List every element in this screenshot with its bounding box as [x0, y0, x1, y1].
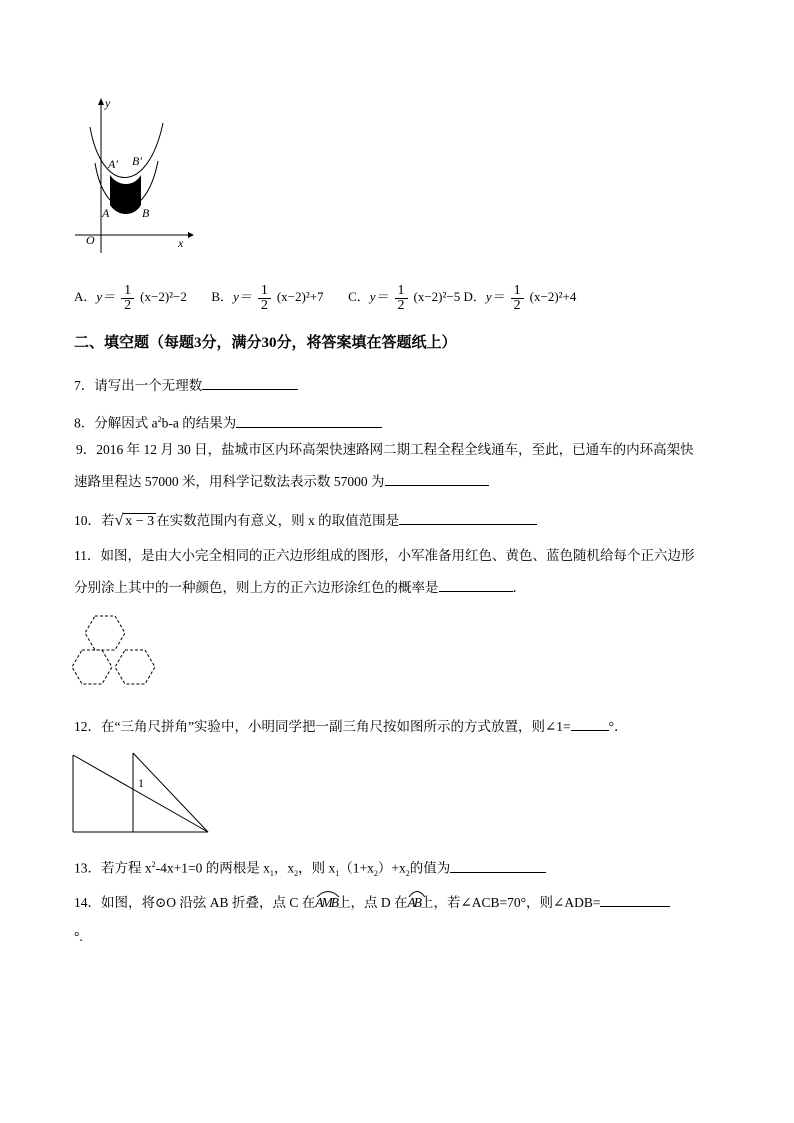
option-a-fraction [121, 284, 134, 313]
point-label-a: A [102, 206, 110, 220]
question-9-text: 速路里程达 57000 米，用科学记数法表示数 57000 为 [74, 474, 385, 489]
fraction-numerator: 1 [121, 284, 134, 299]
question-14-text-3: 上，若∠ACB=70°，则∠ADB= [419, 895, 601, 910]
option-d [463, 282, 577, 313]
sqrt-expression: √ x − 3 [114, 512, 155, 529]
point-label-b: B [142, 206, 150, 220]
section-2-title: 二、填空题（每题3分，满分30分，将答案填在答题纸上） [74, 335, 457, 351]
question-13-sub-1: 1 [269, 869, 274, 879]
answer-blank-13[interactable] [450, 859, 546, 873]
arc-ab [407, 894, 420, 912]
fraction-denominator: 2 [124, 297, 132, 313]
question-13-text-5: （1+x [339, 860, 374, 876]
option-b-y: y＝ [233, 289, 252, 304]
question-11-line-1: 11．如图，是由大小完全相同的正六边形组成的图形，小军准备用红色、黄色、蓝色随机给每个正六边形 [74, 548, 695, 563]
question-13-text-6: ）+x [377, 860, 406, 876]
question-13-sub-5: 2 [405, 869, 410, 879]
answer-blank-12[interactable] [571, 717, 609, 731]
answer-blank-11[interactable] [439, 578, 513, 592]
angle-label-1: 1 [138, 776, 144, 790]
question-13 [74, 856, 546, 883]
question-8 [74, 411, 382, 433]
origin-label: O [86, 233, 95, 247]
answer-blank-7[interactable] [202, 376, 298, 390]
question-10-text-post: 在实数范围内有意义，则 x 的取值范围是 [156, 513, 400, 528]
fraction-denominator: 2 [513, 297, 521, 313]
hexagon-bottom-left [72, 650, 112, 684]
arc-ab-label: AB [407, 895, 420, 910]
question-11-line-2 [74, 578, 526, 597]
point-label-a-prime: A′ [108, 157, 118, 171]
arc-mark-icon [315, 888, 341, 898]
hexagon-figure [70, 610, 165, 700]
question-7 [74, 376, 298, 395]
option-b [211, 282, 326, 313]
parabola-figure [70, 95, 200, 255]
question-11-text: 分别涂上其中的一种颜色，则上方的正六边形涂红色的概率是 [74, 580, 439, 595]
point-label-b-prime: B′ [132, 154, 142, 168]
hexagon-top [85, 616, 125, 650]
option-c-fraction [395, 284, 408, 313]
answer-blank-9[interactable] [385, 472, 489, 486]
question-13-text-1: 13．若方程 x [74, 860, 152, 876]
option-c-prefix: C． [348, 289, 370, 304]
option-b-tail: (x−2)²+7 [276, 289, 324, 304]
fraction-numerator: 1 [258, 284, 271, 299]
option-b-prefix: B． [211, 289, 234, 304]
axis-label-x: x [178, 236, 184, 250]
answer-blank-14[interactable] [600, 893, 670, 907]
question-13-exponent: 2 [151, 860, 156, 869]
question-14-text-1: 14．如图，将⊙O 沿弦 AB 折叠，点 C 在 [74, 895, 316, 910]
question-13-sub-4: 2 [373, 869, 378, 879]
option-c [348, 282, 463, 313]
arc-amb [315, 894, 337, 912]
fraction-denominator: 2 [397, 297, 405, 313]
question-13-text-3: ，x [273, 860, 295, 876]
question-8-exponent: 2 [157, 415, 162, 424]
question-8-text-post: b-a 的结果为 [161, 415, 237, 431]
question-13-text-2: -4x+1=0 的两根是 x [155, 860, 270, 876]
option-d-y: y＝ [485, 289, 505, 304]
triangle-figure [70, 750, 212, 836]
hexagon-bottom-right [115, 650, 155, 684]
option-a-y: y＝ [96, 289, 116, 304]
question-10-text-pre: 10．若 [74, 513, 115, 528]
question-12 [74, 717, 628, 736]
option-c-tail: (x−2)²−5 [413, 289, 461, 304]
question-14-text-2: 上，点 D 在 [336, 895, 408, 910]
question-9-line-2 [74, 472, 489, 491]
question-7-text: 7．请写出一个无理数 [74, 378, 203, 393]
question-12-text: 12．在“三角尺拼角”实验中，小明同学把一副三角尺按如图所示的方式放置，则∠1= [74, 719, 571, 734]
answer-blank-10[interactable] [399, 511, 537, 525]
fraction-denominator: 2 [260, 297, 268, 313]
question-13-sub-3: 1 [335, 869, 340, 879]
option-b-fraction [258, 284, 271, 313]
fraction-numerator: 1 [395, 284, 408, 299]
arc-amb-label: AMB [315, 895, 337, 910]
option-d-fraction [511, 284, 524, 313]
axis-label-y: y [105, 96, 111, 110]
question-13-sub-2: 2 [294, 869, 299, 879]
option-d-tail: (x−2)²+4 [529, 289, 577, 304]
question-13-text-7: 的值为 [409, 860, 451, 876]
question-14-end: °. [74, 929, 83, 944]
question-13-text-4: ，则 x [298, 860, 336, 876]
answer-blank-8[interactable] [236, 414, 382, 428]
arc-mark-icon [407, 888, 427, 898]
option-c-y: y＝ [369, 289, 389, 304]
question-9-line-1: 9．2016 年 12 月 30 日，盐城市区内环高架快速路网二期工程全程全线通车，至此，已通车的内环高架快 [76, 442, 694, 457]
question-11-end: ． [512, 580, 526, 595]
option-a-tail: (x−2)²−2 [140, 289, 187, 304]
question-14 [74, 893, 670, 912]
option-d-prefix: D． [463, 289, 486, 304]
fraction-numerator: 1 [511, 284, 524, 299]
question-10 [74, 511, 537, 531]
sqrt-radicand: x − 3 [125, 514, 155, 529]
option-a-prefix: A． [74, 289, 97, 304]
question-8-text-pre: 8．分解因式 a [74, 415, 158, 431]
question-12-end: °． [608, 719, 628, 734]
options-row [74, 282, 576, 313]
option-a [74, 282, 190, 313]
